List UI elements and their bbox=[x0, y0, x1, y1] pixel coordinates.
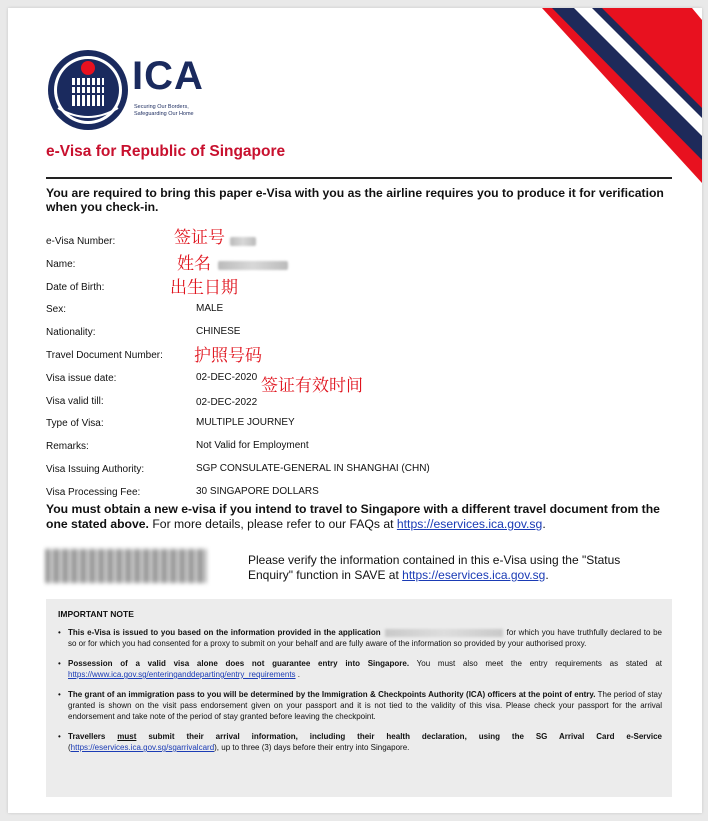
field-value: 30 SINGAPORE DOLLARS bbox=[196, 485, 319, 497]
field-value: MALE bbox=[196, 303, 224, 315]
field-label: Sex: bbox=[46, 304, 67, 316]
field-value: 02-DEC-2022 bbox=[196, 396, 258, 408]
intro-text: You are required to bring this paper e-Visa with you as the airline requires you to produce it for verification when you check-in. bbox=[46, 186, 664, 214]
handwritten-annotation: 护照号码 bbox=[194, 345, 262, 366]
field-label: Remarks: bbox=[46, 441, 89, 453]
ica-wordmark: ICA bbox=[132, 54, 204, 98]
notice-bold-text: You must obtain a new e-visa if you intend to travel to Singapore with a different travel document from the one stated above. bbox=[46, 502, 660, 531]
handwritten-annotation: 签证有效时间 bbox=[261, 375, 363, 396]
field-label: Type of Visa: bbox=[46, 418, 104, 430]
field-label: Date of Birth: bbox=[46, 281, 105, 293]
field-label: Name: bbox=[46, 258, 76, 270]
important-note-box bbox=[46, 599, 672, 797]
field-name bbox=[46, 253, 666, 276]
field-value: 02-DEC-2020 bbox=[196, 371, 258, 383]
field-label: e-Visa Number: bbox=[46, 236, 116, 247]
ica-crest-icon bbox=[46, 48, 130, 132]
verify-instructions: Please verify the information contained in this e-Visa using the "Status Enquiry" function in SAVE at https://eservices.ica.gov.sg. bbox=[248, 553, 621, 582]
notice-text: For more details, please refer to our FAQs at bbox=[152, 517, 394, 531]
status-enquiry-link[interactable]: https://eservices.ica.gov.sg bbox=[402, 568, 546, 582]
handwritten-annotation: 姓名 bbox=[177, 253, 211, 274]
field-processing-fee bbox=[46, 481, 666, 504]
list-item: • This e-Visa is issued to you based on the information provided in the application for which you have truthfully declared to be so or for which you had consented for a proxy to submit on your behalf and are fully aware of the information so provided by your authorised proxy. bbox=[58, 627, 662, 649]
field-type-of-visa bbox=[46, 412, 666, 435]
corner-ribbon bbox=[542, 8, 702, 183]
redacted-application-number bbox=[385, 629, 503, 637]
list-item: • Possession of a valid visa alone does not guarantee entry into Singapore. You must also meet the entry requirements as stated at https://www.ica.gov.sg/enteringanddeparting/entry_requirements . bbox=[58, 658, 662, 680]
verify-text: Please verify the information contained in this e-Visa using the "Status Enquiry" function in SAVE at bbox=[248, 553, 621, 582]
redacted-value bbox=[218, 261, 288, 270]
field-value: Not Valid for Employment bbox=[196, 440, 309, 452]
list-item: • The grant of an immigration pass to you will be determined by the Immigration & Checkpoints Authority (ICA) officers at the point of entry. The period of stay granted is shown on the visit pass endorsement given on your passport and it is not tied to the validity of this visa. Please check your passport for the arrival endorsement and take note of the period of stay granted before leaving the checkpoint. bbox=[58, 689, 662, 722]
handwritten-annotation: 出生日期 bbox=[170, 277, 238, 298]
field-value: MULTIPLE JOURNEY bbox=[196, 417, 295, 429]
field-label: Visa valid till: bbox=[46, 395, 104, 407]
document-title: e-Visa for Republic of Singapore bbox=[46, 143, 286, 160]
visa-fields bbox=[46, 230, 666, 504]
ica-logo bbox=[46, 48, 246, 138]
field-label: Nationality: bbox=[46, 327, 96, 339]
sg-arrival-card-link[interactable]: https://eservices.ica.gov.sg/sgarrivalcard bbox=[70, 743, 215, 752]
field-label: Visa issue date: bbox=[46, 372, 117, 384]
field-value: CHINESE bbox=[196, 326, 241, 338]
field-label: Visa Processing Fee: bbox=[46, 486, 141, 498]
field-label: Visa Issuing Authority: bbox=[46, 463, 145, 475]
field-label: Travel Document Number: bbox=[46, 349, 163, 361]
faq-link[interactable]: https://eservices.ica.gov.sg bbox=[396, 517, 543, 531]
field-nationality bbox=[46, 321, 666, 344]
important-note-heading: IMPORTANT NOTE bbox=[58, 609, 134, 619]
field-travel-document-number bbox=[46, 344, 666, 367]
evisa-document bbox=[8, 8, 702, 813]
new-visa-notice: You must obtain a new e-visa if you intend to travel to Singapore with a different travel document from the one stated above. For more details, please refer to our FAQs at https://eservices.ica.gov.sg. bbox=[46, 502, 660, 531]
title-divider bbox=[46, 177, 672, 179]
field-value: SGP CONSULATE-GENERAL IN SHANGHAI (CHN) bbox=[196, 462, 430, 474]
field-issuing-authority bbox=[46, 458, 666, 481]
field-date-of-birth bbox=[46, 276, 666, 299]
field-remarks bbox=[46, 435, 666, 458]
important-note-list bbox=[58, 627, 662, 762]
handwritten-annotation: 签证号 bbox=[174, 228, 225, 248]
field-evisa-number bbox=[46, 230, 666, 253]
redacted-value bbox=[230, 237, 256, 246]
entry-requirements-link[interactable]: https://www.ica.gov.sg/enteringanddeparting/entry_requirements bbox=[68, 670, 296, 679]
ica-tagline: Securing Our Borders, Safeguarding Our Home bbox=[134, 104, 194, 117]
list-item: • Travellers must submit their arrival information, including their health declaration, using the SG Arrival Card e-Service (https://eservices.ica.gov.sg/sgarrivalcard), up to three (3) days before their entry into Singapore. bbox=[58, 731, 662, 753]
field-sex bbox=[46, 298, 666, 321]
redacted-barcode bbox=[46, 549, 208, 583]
